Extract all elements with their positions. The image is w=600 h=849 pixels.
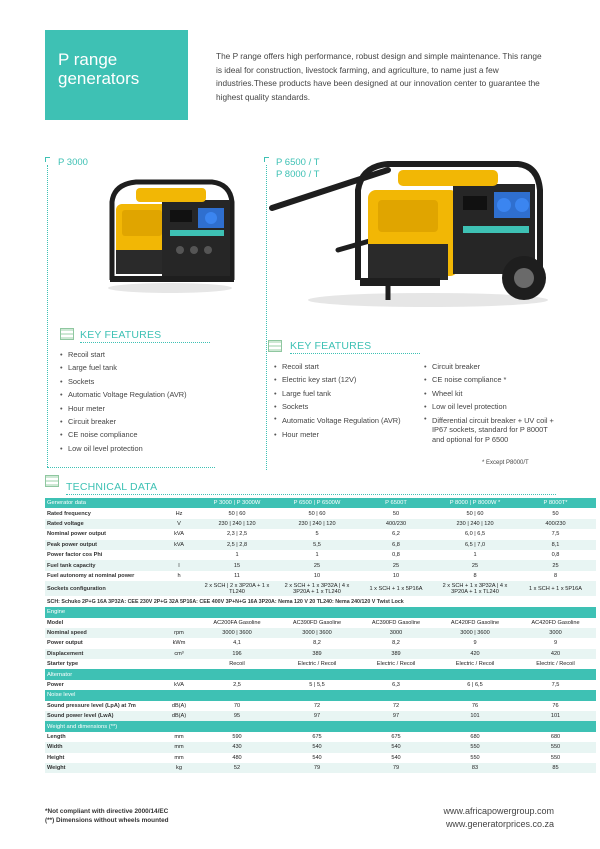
table-cell: 420	[515, 649, 596, 659]
list-item: • Sockets	[274, 400, 414, 413]
table-cell: rpm	[161, 628, 197, 638]
key-features-list-right-2	[424, 360, 554, 444]
table-cell: 2,3 | 2,5	[226, 531, 248, 538]
table-cell: Rated frequency	[47, 510, 91, 517]
table-row	[45, 753, 596, 763]
table-cell: Electric / Recoil	[455, 661, 495, 668]
table-cell: Electric / Recoil	[297, 661, 337, 668]
table-cell: 5	[315, 531, 319, 538]
table-cell	[161, 659, 197, 669]
table-cell: 540	[357, 742, 435, 752]
table-cell: 7,5	[551, 682, 560, 689]
list-item: • Hour meter	[60, 402, 250, 415]
divider-line	[266, 165, 267, 470]
table-cell: 5 | 5,5	[309, 682, 325, 689]
table-cell: 50 | 60	[466, 510, 484, 517]
table-cell: 83	[435, 763, 515, 773]
table-cell: Sound pressure level (LpA) at 7m	[47, 702, 136, 709]
table-cell: Nominal speed	[45, 628, 161, 638]
bracket-corner	[45, 157, 50, 162]
table-cell: 72	[392, 702, 400, 709]
model-label-p6500: P 6500 / T	[276, 157, 320, 168]
table-cell: Hz	[175, 510, 183, 517]
table-cell: Sockets configuration	[45, 581, 161, 596]
website-link[interactable]: www.africapowergroup.com	[443, 806, 554, 816]
key-features-title: KEY FEATURES	[290, 340, 372, 352]
table-row	[45, 618, 596, 628]
list-item: • Large fuel tank	[60, 361, 250, 374]
table-cell: 2,5 | 2,8	[197, 540, 277, 550]
table-cell: 6 | 6,5	[467, 682, 483, 689]
table-cell: mm	[174, 734, 184, 740]
technical-data-table	[45, 498, 596, 773]
table-cell: 1 x SCH + 1 x 5P16A	[515, 581, 596, 596]
table-cell: 6,3	[392, 682, 400, 689]
table-cell: 10	[313, 572, 321, 579]
table-cell: 3000	[357, 628, 435, 638]
table-cell: 389	[277, 649, 357, 659]
table-cell: Fuel autonomy at nominal power	[47, 572, 135, 579]
table-row	[45, 763, 596, 773]
list-item: • Wheel kit	[424, 387, 554, 400]
website-link[interactable]: www.generatorprices.co.za	[445, 819, 554, 829]
table-row	[45, 540, 596, 550]
divider-line	[80, 342, 210, 343]
table-cell: 25	[435, 560, 515, 570]
section-header: Noise level	[45, 690, 596, 700]
table-cell: cm³	[161, 649, 197, 659]
table-cell: 8	[553, 572, 558, 579]
table-row	[45, 550, 596, 560]
table-cell: Generator data	[45, 498, 161, 508]
table-cell: 430	[197, 742, 277, 752]
table-cell: 230 | 240 | 120	[197, 519, 277, 529]
list-item: • Large fuel tank	[274, 387, 414, 400]
divider-line	[47, 165, 48, 467]
table-row	[45, 560, 596, 570]
table-cell: 4,1	[233, 640, 241, 647]
table-cell: P 6500 | P 6500W	[277, 498, 357, 508]
key-features-icon	[60, 328, 74, 340]
table-cell: l	[161, 560, 197, 570]
list-item: • Recoil start	[60, 348, 250, 361]
table-row	[45, 732, 596, 742]
table-cell: 230 | 240 | 120	[277, 519, 357, 529]
table-cell: 680	[550, 734, 561, 740]
table-cell: 400/230	[515, 519, 596, 529]
list-item: • Automatic Voltage Regulation (AVR)	[60, 388, 250, 401]
table-cell: 420	[435, 649, 515, 659]
table-cell: Recoil	[229, 661, 245, 668]
section-header: Engine	[45, 607, 596, 617]
table-cell: mm	[161, 742, 197, 752]
table-cell: 6,0 | 6,5	[464, 531, 486, 538]
table-cell: 0,8	[551, 552, 560, 559]
intro-paragraph: The P range offers high performance, robust design and simple maintenance. This range is ideal for construction, livestock farming, and agriculture, to name just a few industries.These products have been designed at our innovation center to guarantee the highest quality standards.	[216, 51, 542, 102]
table-cell: P 3000 | P 3000W	[197, 498, 277, 508]
table-cell: Fuel tank capacity	[45, 560, 161, 570]
table-cell: Starter type	[47, 661, 79, 668]
list-item: • Recoil start	[274, 360, 414, 373]
list-item: • Low oil level protection	[60, 442, 250, 455]
list-item: • Circuit breaker	[60, 415, 250, 428]
table-cell: V	[161, 519, 197, 529]
table-cell: 25	[277, 560, 357, 570]
table-cell: 590	[232, 734, 242, 740]
table-row	[45, 680, 596, 690]
weight-header	[45, 721, 596, 731]
table-cell: 2 x SCH | 2 x 3P20A + 1 x TL240	[197, 581, 277, 596]
table-cell: 540	[391, 754, 401, 761]
table-cell: Weight	[45, 763, 161, 773]
website-links	[392, 805, 554, 831]
table-row	[45, 711, 596, 721]
table-cell: 3000 | 3600	[277, 628, 357, 638]
table-cell: 7,5	[551, 531, 560, 538]
table-cell: Nominal power output	[47, 531, 107, 538]
key-features-icon	[268, 340, 282, 352]
table-cell	[161, 498, 197, 508]
table-row	[45, 581, 596, 596]
alternator-header	[45, 669, 596, 679]
table-cell: Power	[47, 682, 64, 689]
table-row	[45, 701, 596, 711]
table-cell: 101	[515, 711, 596, 721]
table-cell: Height	[47, 754, 65, 761]
table-cell: 101	[435, 711, 515, 721]
table-cell: 3000 | 3600	[435, 628, 515, 638]
table-cell: 550	[470, 754, 480, 761]
table-row	[45, 519, 596, 529]
table-cell: Electric / Recoil	[376, 661, 416, 668]
table-cell: 196	[197, 649, 277, 659]
table-cell: Model	[47, 619, 64, 626]
table-cell: 1	[235, 552, 239, 559]
table-cell: 540	[277, 742, 357, 752]
table-cell: 675	[312, 734, 322, 740]
table-cell: 95	[197, 711, 277, 721]
table-cell: 6,2	[392, 531, 400, 538]
table-cell: AC200FA Gasoline	[213, 619, 261, 626]
table-cell: 79	[357, 763, 435, 773]
table-cell: 8,2	[392, 640, 400, 647]
table-cell: AC420FD Gasoline	[450, 619, 500, 626]
table-cell	[161, 581, 197, 596]
socket-note-row	[45, 596, 596, 607]
key-features-title: KEY FEATURES	[80, 329, 162, 341]
table-cell: kVA	[174, 682, 184, 689]
table-cell: Displacement	[45, 649, 161, 659]
table-cell: dB(A)	[161, 711, 197, 721]
table-cell: 2 x SCH + 1 x 3P32A | 4 x 3P20A + 1 x TL240	[277, 581, 357, 596]
table-cell: 2,5	[233, 682, 241, 689]
table-cell: 230 | 240 | 120	[435, 519, 515, 529]
table-cell: 76	[552, 702, 559, 709]
table-cell: 2 x SCH + 1 x 3P32A | 4 x 3P20A + 1 x TL240	[435, 581, 515, 596]
table-cell: 15	[197, 560, 277, 570]
divider-line	[290, 353, 420, 354]
model-label-p3000: P 3000	[58, 157, 88, 168]
list-item: • Differential circuit breaker + UV coil + IP67 sockets, standard for P 8000T and optional for P 6500	[424, 414, 554, 445]
table-cell: 1	[473, 552, 477, 559]
divider-line	[66, 494, 556, 495]
generator-p8000-image	[268, 150, 558, 310]
generator-data-header	[45, 498, 596, 508]
footnote-line: *Not compliant with directive 2000/14/EC	[45, 808, 169, 815]
table-cell: 400/230	[357, 519, 435, 529]
section-header: Alternator	[45, 669, 596, 679]
table-cell: mm	[174, 754, 184, 761]
table-row	[45, 628, 596, 638]
table-cell: 0,8	[392, 552, 400, 559]
table-cell: 675	[391, 734, 401, 740]
footnote-line: (**) Dimensions without wheels mounted	[45, 817, 169, 824]
table-cell: 97	[357, 711, 435, 721]
table-cell: kWm	[172, 640, 186, 647]
table-cell: kVA	[161, 540, 197, 550]
table-cell	[161, 550, 197, 560]
table-row	[45, 529, 596, 539]
table-cell: 11	[234, 572, 240, 579]
table-cell: Sound power level (LwA)	[45, 711, 161, 721]
table-cell: 1	[315, 552, 319, 559]
table-cell: P 6500T	[357, 498, 435, 508]
section-header: Weight and dimensions (**)	[45, 721, 596, 731]
key-features-list-left	[60, 348, 250, 455]
table-cell: 50	[392, 510, 400, 517]
table-row	[45, 659, 596, 669]
table-cell: 9	[553, 640, 558, 647]
table-cell: 50	[552, 510, 559, 517]
table-row	[45, 638, 596, 648]
table-cell: Electric / Recoil	[536, 661, 575, 668]
model-label-p8000: P 8000 / T	[276, 169, 320, 180]
table-cell	[161, 618, 197, 628]
table-cell: 76	[471, 702, 479, 709]
table-cell: 50 | 60	[308, 510, 326, 517]
table-cell: Power factor cos Phi	[47, 552, 103, 559]
table-cell: 550	[435, 742, 515, 752]
table-cell: Length	[47, 734, 66, 740]
table-cell: 3000 | 3600	[197, 628, 277, 638]
table-cell: 480	[232, 754, 242, 761]
footnotes	[45, 807, 169, 825]
table-cell: 9	[473, 640, 477, 647]
table-row	[45, 649, 596, 659]
table-cell: P 8000T*	[515, 498, 596, 508]
table-cell: 25	[357, 560, 435, 570]
table-cell: 85	[515, 763, 596, 773]
table-cell: 540	[312, 754, 322, 761]
table-cell: Width	[45, 742, 161, 752]
except-note: * Except P8000/T	[482, 460, 529, 466]
socket-note: SCH: Schuko 2P+G 16A 3P32A: CEE 230V 2P+G 32A 5P16A: CEE 400V 3P+N+G 16A 3P20A: Nema 120 V 20 TL240: Nema 240/120 V Twist Lock	[47, 598, 404, 605]
table-row	[45, 742, 596, 752]
table-cell: Peak power output	[45, 540, 161, 550]
table-cell: h	[177, 572, 181, 579]
list-item: • Sockets	[60, 375, 250, 388]
divider-line	[47, 467, 215, 468]
list-item: • Automatic Voltage Regulation (AVR)	[274, 414, 414, 428]
table-cell: 550	[550, 754, 561, 761]
table-cell: 97	[277, 711, 357, 721]
table-cell: 1 x SCH + 1 x 5P16A	[357, 581, 435, 596]
table-cell: AC390FD Gasoline	[371, 619, 421, 626]
table-cell: 25	[515, 560, 596, 570]
table-cell: 10	[392, 572, 400, 579]
list-item: • CE noise compliance *	[424, 373, 554, 386]
list-item: • Electric key start (12V)	[274, 373, 414, 386]
technical-data-title: TECHNICAL DATA	[66, 481, 158, 493]
table-cell: Power output	[47, 640, 83, 647]
table-cell: 8,2	[313, 640, 321, 647]
table-cell: 6,8	[357, 540, 435, 550]
table-row	[45, 571, 596, 581]
table-cell: Rated voltage	[45, 519, 161, 529]
table-cell: P 8000 | P 8000W *	[435, 498, 515, 508]
table-cell: 8,1	[515, 540, 596, 550]
table-cell: 8	[473, 572, 477, 579]
table-cell: kVA	[174, 531, 184, 538]
noise-header	[45, 690, 596, 700]
table-cell: 389	[357, 649, 435, 659]
table-cell: AC390FD Gasoline	[292, 619, 342, 626]
table-cell: 680	[470, 734, 480, 740]
table-cell: dB(A)	[171, 702, 187, 709]
table-cell: 550	[515, 742, 596, 752]
table-cell: 50 | 60	[228, 510, 246, 517]
table-cell: 79	[277, 763, 357, 773]
list-item: • Circuit breaker	[424, 360, 554, 373]
table-cell: 72	[313, 702, 321, 709]
engine-header	[45, 607, 596, 617]
table-row	[45, 508, 596, 518]
table-body	[45, 498, 596, 773]
table-cell: kg	[161, 763, 197, 773]
technical-data-icon	[45, 475, 59, 487]
table-cell: 70	[233, 702, 241, 709]
table-cell: AC420FD Gasoline	[531, 619, 580, 626]
table-cell: 5,5	[277, 540, 357, 550]
generator-p3000-image	[100, 170, 240, 295]
list-item: • Low oil level protection	[424, 400, 554, 413]
table-cell: 3000	[515, 628, 596, 638]
page-title: P range generators	[58, 50, 140, 88]
table-cell: 6,5 | 7,0	[435, 540, 515, 550]
key-features-list-right-1	[274, 360, 414, 441]
list-item: • CE noise compliance	[60, 428, 250, 441]
table-cell: 52	[197, 763, 277, 773]
list-item: • Hour meter	[274, 428, 414, 441]
